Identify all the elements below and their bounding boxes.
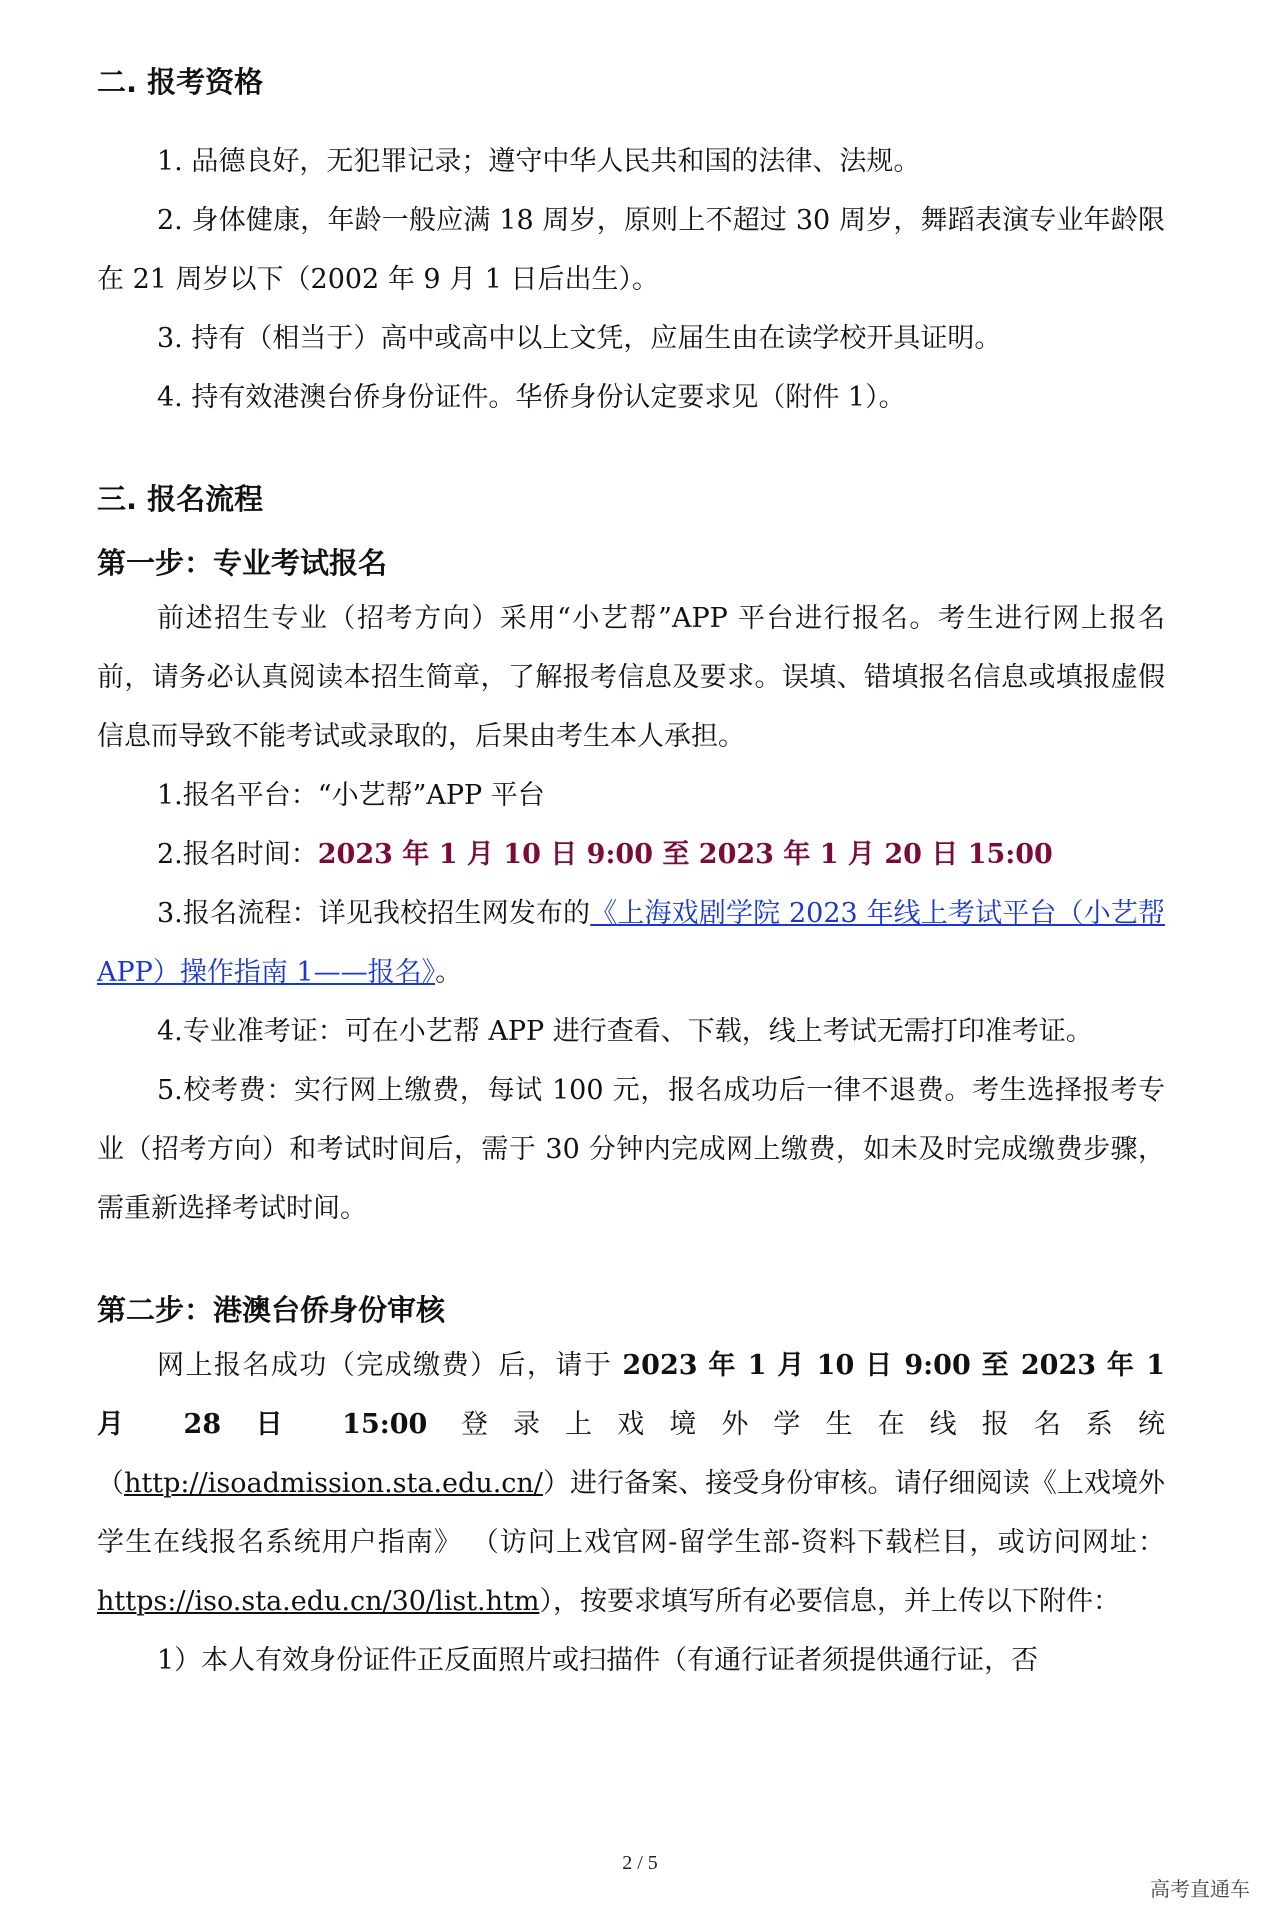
step-2-end: ），按要求填写所有必要信息，并上传以下附件： (539, 1586, 1120, 1617)
review-time-a: 2023 年 1 月 10 日 9:00 至 2023 年 1 (622, 1350, 1166, 1381)
watermark: 高考直通车 (1150, 1877, 1250, 1901)
page-number: 2 / 5 (622, 1852, 658, 1874)
section-3-heading: 三. 报名流程 (97, 482, 264, 516)
isoadmission-url[interactable]: http://isoadmission.sta.edu.cn/ (124, 1468, 543, 1499)
eligibility-item-2: 2. 身体健康，年龄一般应满 18 周岁，原则上不超过 30 周岁，舞蹈表演专业年龄限在 21 周岁以下（2002 年 9 月 1 日后出生）。 (97, 205, 1165, 295)
step-2-paragraph-line-1 (97, 1336, 1165, 1395)
review-time-b: 月 28 日 15:00 (97, 1409, 428, 1440)
document-content (97, 62, 1165, 1690)
after-url-text: ）进行备案、接受身份审核。请仔细阅读《上戏境外学生在线报名系统用户指南》 （访问上戏官网-留学生部-资料下载栏目，或访问网址： (97, 1468, 1166, 1558)
step-1-item-1: 1.报名平台：“小艺帮”APP 平台 (157, 780, 545, 811)
login-system-text: 登录上戏境外学生在线报名系统 (427, 1409, 1165, 1440)
step-1-intro: 前述招生专业（招考方向）采用“小艺帮”APP 平台进行报名。考生进行网上报名前，请务必认真阅读本招生简章，了解报考信息及要求。误填、错填报名信息或填报虚假信息而导致不能考试或录取的，后果由考生本人承担。 (97, 603, 1165, 752)
registration-time-label: 2.报名时间： (157, 839, 318, 870)
eligibility-item-1: 1. 品德良好，无犯罪记录；遵守中华人民共和国的法律、法规。 (157, 146, 921, 177)
step-1-item-2 (97, 825, 1165, 884)
step-1-heading: 第一步：专业考试报名 (97, 546, 388, 580)
step-2-heading: 第二步：港澳台侨身份审核 (97, 1293, 446, 1327)
registration-time-value: 2023 年 1 月 10 日 9:00 至 2023 年 1 月 20 日 15:00 (317, 839, 1053, 870)
process-end: 。 (435, 957, 463, 988)
step-1-item-3 (97, 884, 1165, 1002)
section-2-heading: 二. 报考资格 (97, 65, 264, 99)
process-label: 3.报名流程：详见我校招生网发布的 (157, 898, 591, 929)
iso-list-url[interactable]: https://iso.sta.edu.cn/30/list.htm (97, 1586, 540, 1617)
eligibility-item-4: 4. 持有效港澳台侨身份证件。华侨身份认定要求见（附件 1）。 (157, 382, 906, 413)
attachment-item-1: 1）本人有效身份证件正反面照片或扫描件（有通行证者须提供通行证，否 (157, 1645, 1039, 1676)
step-1-item-4: 4.专业准考证：可在小艺帮 APP 进行查看、下载，线上考试无需打印准考证。 (157, 1016, 1093, 1047)
operation-guide-link[interactable]: 《上海戏剧学院 2023 年线上考试平台（小艺帮 APP）操作指南 1——报名》 (97, 898, 1165, 988)
eligibility-item-3: 3. 持有（相当于）高中或高中以上文凭，应届生由在读学校开具证明。 (157, 323, 1002, 354)
step-2-paragraph-line-2 (97, 1395, 1165, 1454)
step-2-start: 网上报名成功（完成缴费）后，请于 (157, 1350, 623, 1381)
step-2-paragraph-rest: （http://isoadmission.sta.edu.cn/）进行备案、接受身份审核。请仔细阅读《上戏境外学生在线报名系统用户指南》 （访问上戏官网-留学生部-资料下载栏目，或访问网址：https://iso.sta.edu.cn/30/list.htm），按要求填写所有必要信息，并上传以下附件： (97, 1468, 1166, 1617)
step-1-item-5: 5.校考费：实行网上缴费，每试 100 元，报名成功后一律不退费。考生选择报考专业（招考方向）和考试时间后，需于 30 分钟内完成网上缴费，如未及时完成缴费步骤，需重新选择考试时间。 (97, 1075, 1165, 1224)
